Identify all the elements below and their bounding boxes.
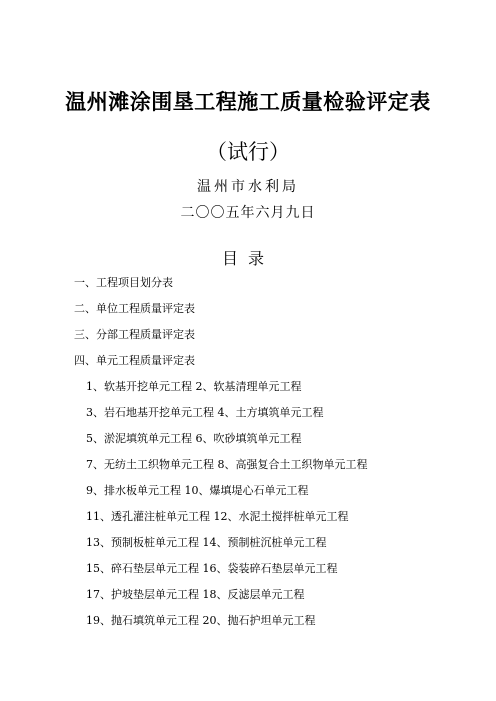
issue-date: 二〇〇五年六月九日 (180, 205, 316, 221)
toc-unit-item: 11、透孔灌注桩单元工程 12、水泥土搅拌桩单元工程 (86, 510, 349, 523)
toc-section-item: 三、分部工程质量评定表 (74, 328, 195, 341)
toc-unit-item: 5、淤泥填筑单元工程 6、吹砂填筑单元工程 (86, 432, 302, 445)
document-subtitle: （试行） (206, 140, 290, 164)
document-title: 温州滩涂围垦工程施工质量检验评定表 (65, 89, 431, 114)
toc-unit-item: 17、护坡垫层单元工程 18、反滤层单元工程 (86, 588, 305, 601)
toc-unit-item: 1、软基开挖单元工程 2、软基清理单元工程 (86, 380, 302, 393)
toc-unit-item: 13、预制板桩单元工程 14、预制桩沉桩单元工程 (86, 536, 327, 549)
toc-unit-item: 15、碎石垫层单元工程 16、袋装碎石垫层单元工程 (86, 562, 338, 575)
toc-unit-item: 9、排水板单元工程 10、爆填堤心石单元工程 (86, 484, 309, 497)
issuer-name: 温州市水利局 (197, 179, 299, 195)
toc-unit-item: 3、岩石地基开挖单元工程 4、土方填筑单元工程 (86, 406, 324, 419)
toc-heading: 目录 (221, 249, 274, 268)
toc-unit-item: 19、抛石填筑单元工程 20、抛石护坦单元工程 (86, 614, 316, 627)
toc-section-item: 一、工程项目划分表 (74, 276, 173, 289)
toc-unit-item: 7、无纺土工织物单元工程 8、高强复合土工织物单元工程 (86, 458, 368, 471)
toc-section-item: 四、单元工程质量评定表 (74, 354, 195, 367)
toc-section-item: 二、单位工程质量评定表 (74, 302, 195, 315)
